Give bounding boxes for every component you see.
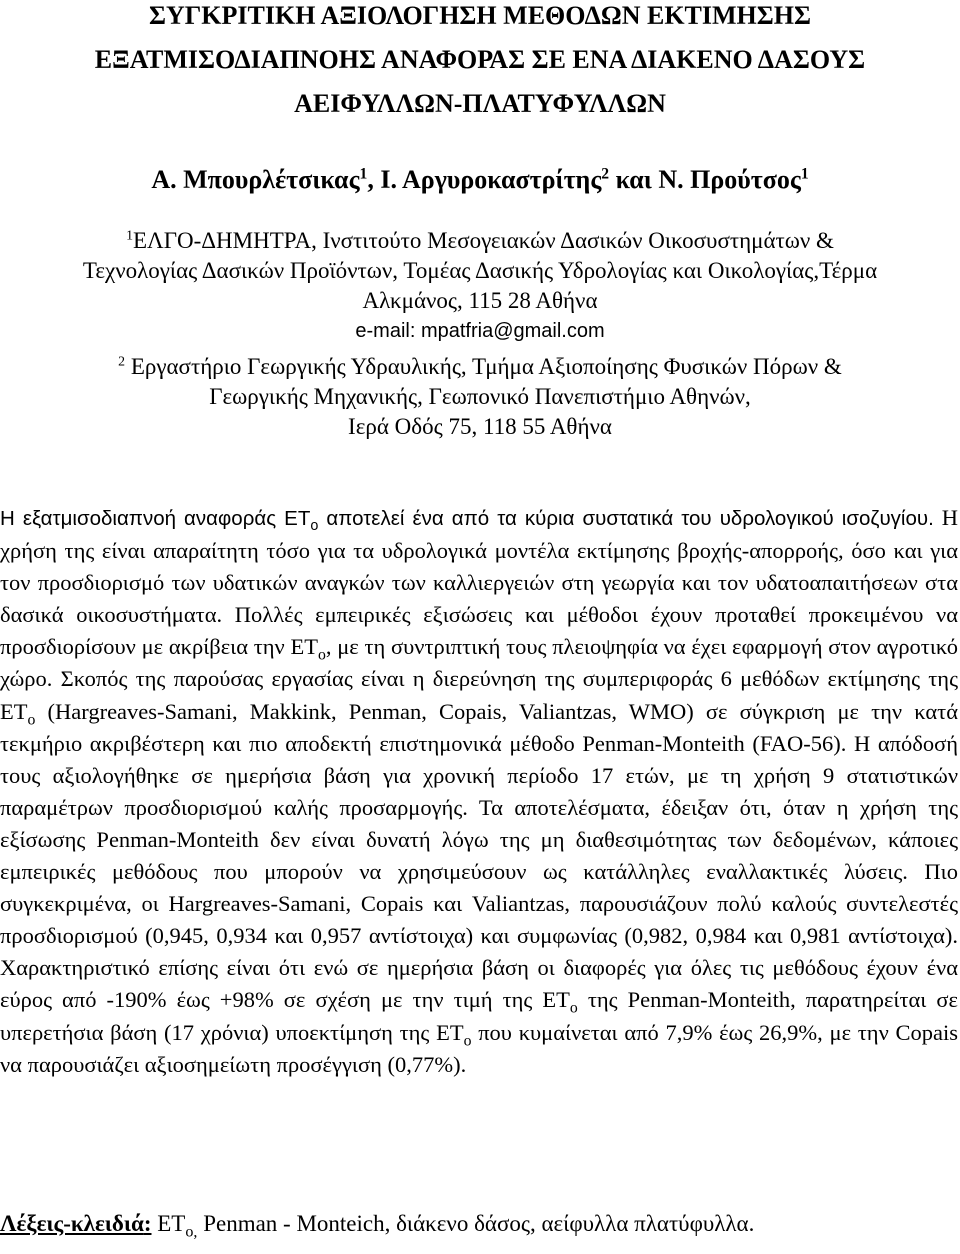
- abstract: [0, 502, 958, 1081]
- affiliation-2-line-2: Γεωργικής Μηχανικής, Γεωπονικό Πανεπιστήμιο Αθηνών,: [209, 384, 751, 409]
- author-2: Ι. Αργυροκαστρίτης: [380, 165, 602, 194]
- author-conjunction: και: [609, 165, 659, 194]
- abstract-opening: Η εξατμισοδιαπνοή αναφοράς $ET_o$ αποτελεί ένα από τα κύρια συστατικά του υδρολογικού ισοζυγίου.: [0, 507, 934, 535]
- author-1: Α. Μπουρλέτσικας: [151, 165, 360, 194]
- paper-title: [0, 0, 960, 126]
- keywords-label: Λέξεις-κλειδιά: [0, 1211, 144, 1236]
- author-separator: ,: [367, 165, 381, 194]
- author-list: [0, 162, 960, 198]
- affiliation-1-line-2: Τεχνολογίας Δασικών Προϊόντων, Τομέας Δασικής Υδρολογίας και Οικολογίας,Τέρμα: [82, 258, 878, 283]
- affiliation-2-line-1: $^2$ Εργαστήριο Γεωργικής Υδραυλικής, Τμήμα Αξιοποίησης Φυσικών Πόρων &: [118, 353, 842, 379]
- author-3-affiliation-mark: 1: [800, 165, 809, 183]
- affiliation-1-line-1: $^1$ΕΛΓΟ-ΔΗΜΗΤΡΑ, Ινστιτούτο Μεσογειακών Δασικών Οικοσυστημάτων &: [126, 227, 834, 253]
- author-1-affiliation-mark: 1: [359, 165, 368, 183]
- affiliation-1-mark: 1: [126, 227, 133, 243]
- affiliation-2-line-3: Ιερά Οδός 75, 118 55 Αθήνα: [348, 414, 612, 439]
- author-2-affiliation-mark: 2: [601, 165, 610, 183]
- title-line-3: ΑΕΙΦΥΛΛΩΝ-ΠΛΑΤΥΦΥΛΛΩΝ: [294, 89, 666, 118]
- affiliation-1: [0, 226, 960, 346]
- affiliation-1-line-3: Αλκμάνος, 115 28 Αθήνα: [362, 288, 598, 313]
- author-3: Ν. Προύτσος: [658, 165, 801, 194]
- title-line-1: ΣΥΓΚΡΙΤΙΚΗ ΑΞΙΟΛΟΓΗΣΗ ΜΕΘΟΔΩΝ ΕΚΤΙΜΗΣΗΣ: [148, 1, 812, 30]
- affiliation-2-mark: 2: [118, 353, 126, 369]
- author-email: e-mail: mpatfria@gmail.com: [355, 320, 605, 342]
- affiliation-2: [0, 352, 960, 442]
- title-line-2: ΕΞΑΤΜΙΣΟΔΙΑΠΝΟΗΣ ΑΝΑΦΟΡΑΣ ΣΕ ΕΝΑ ΔΙΑΚΕΝΟ ΔΑΣΟΥΣ: [94, 45, 866, 74]
- keywords-list: Penman - Monteich, διάκενο δάσος, αείφυλλα πλατύφυλλα.: [197, 1211, 755, 1236]
- abstract-body: Η χρήση της είναι απαραίτητη τόσο για τα υδρολογικά μοντέλα εκτίμησης βροχής-απορροής, όσο και για τον προσδιορισμό των υδατικών αναγκών των καλλιεργειών στη γεωργία και τον υδατοαπαιτήσεων στα δασικά οικοσυστήματα. Πολλές εμπειρικές εξισώσεις και μέθοδοι έχουν προταθεί προκειμένου να προσδιορίσουν με ακρίβεια την $ET_o$, με τη συντριπτική τους πλειοψηφία να έχει εφαρμογή στον αγροτικό χώρο. Σκοπός της παρούσας εργασίας είναι η διερεύνηση της συμπεριφοράς 6 μεθόδων εκτίμησης της $ET_o$ (Hargreaves-Samani, Makkink, Penman, Copais, Valiantzas, WMO) σε σύγκριση με την κατά τεκμήριο ακριβέστερη και πιο αποδεκτή επιστημονικά μέθοδο Penman-Monteith (FAO-56). Η απόδοσή τους αξιολογήθηκε σε ημερήσια βάση για χρονική περίοδο 17 ετών, με τη χρήση 9 στατιστικών παραμέτρων προσδιορισμού καλής προσαρμογής. Τα αποτελέσματα, έδειξαν ότι, όταν η χρήση της εξίσωσης Penman-Monteith δεν είναι δυνατή λόγω της μη διαθεσιμότητας των δεδομένων, κάποιες εμπειρικές μεθόδους που μπορούν να χρησιμεύσουν ως κατάλληλες εναλλακτικές λύσεις. Πιο συγκεκριμένα, οι Hargreaves-Samani, Copais και Valiantzas, παρουσιάζουν πολύ καλούς συντελεστές προσδιορισμού (0,945, 0,934 και 0,957 αντίστοιχα) και συμφωνίας (0,982, 0,984 και 0,981 αντίστοιχα). Χαρακτηριστικό επίσης είναι ότι ενώ σε ημερήσια βάση οι διαφορές για όλες τις μεθόδους έχουν ένα εύρος από -190% έως +98% σε σχέση με την τιμή της $ET_o$ της Penman-Monteith, παρατηρείται σε υπερετήσια βάση (17 χρόνια) υποεκτίμηση της $ET_o$ που κυμαίνεται από 7,9% έως 26,9%, με την Copais να παρουσιάζει αξιοσημείωτη προσέγγιση (0,77%).: [0, 505, 959, 1077]
- keywords: Λέξεις-κλειδιά: $ET_{o,}$ Penman - Monteich, διάκενο δάσος, αείφυλλα πλατύφυλλα.: [0, 1211, 755, 1241]
